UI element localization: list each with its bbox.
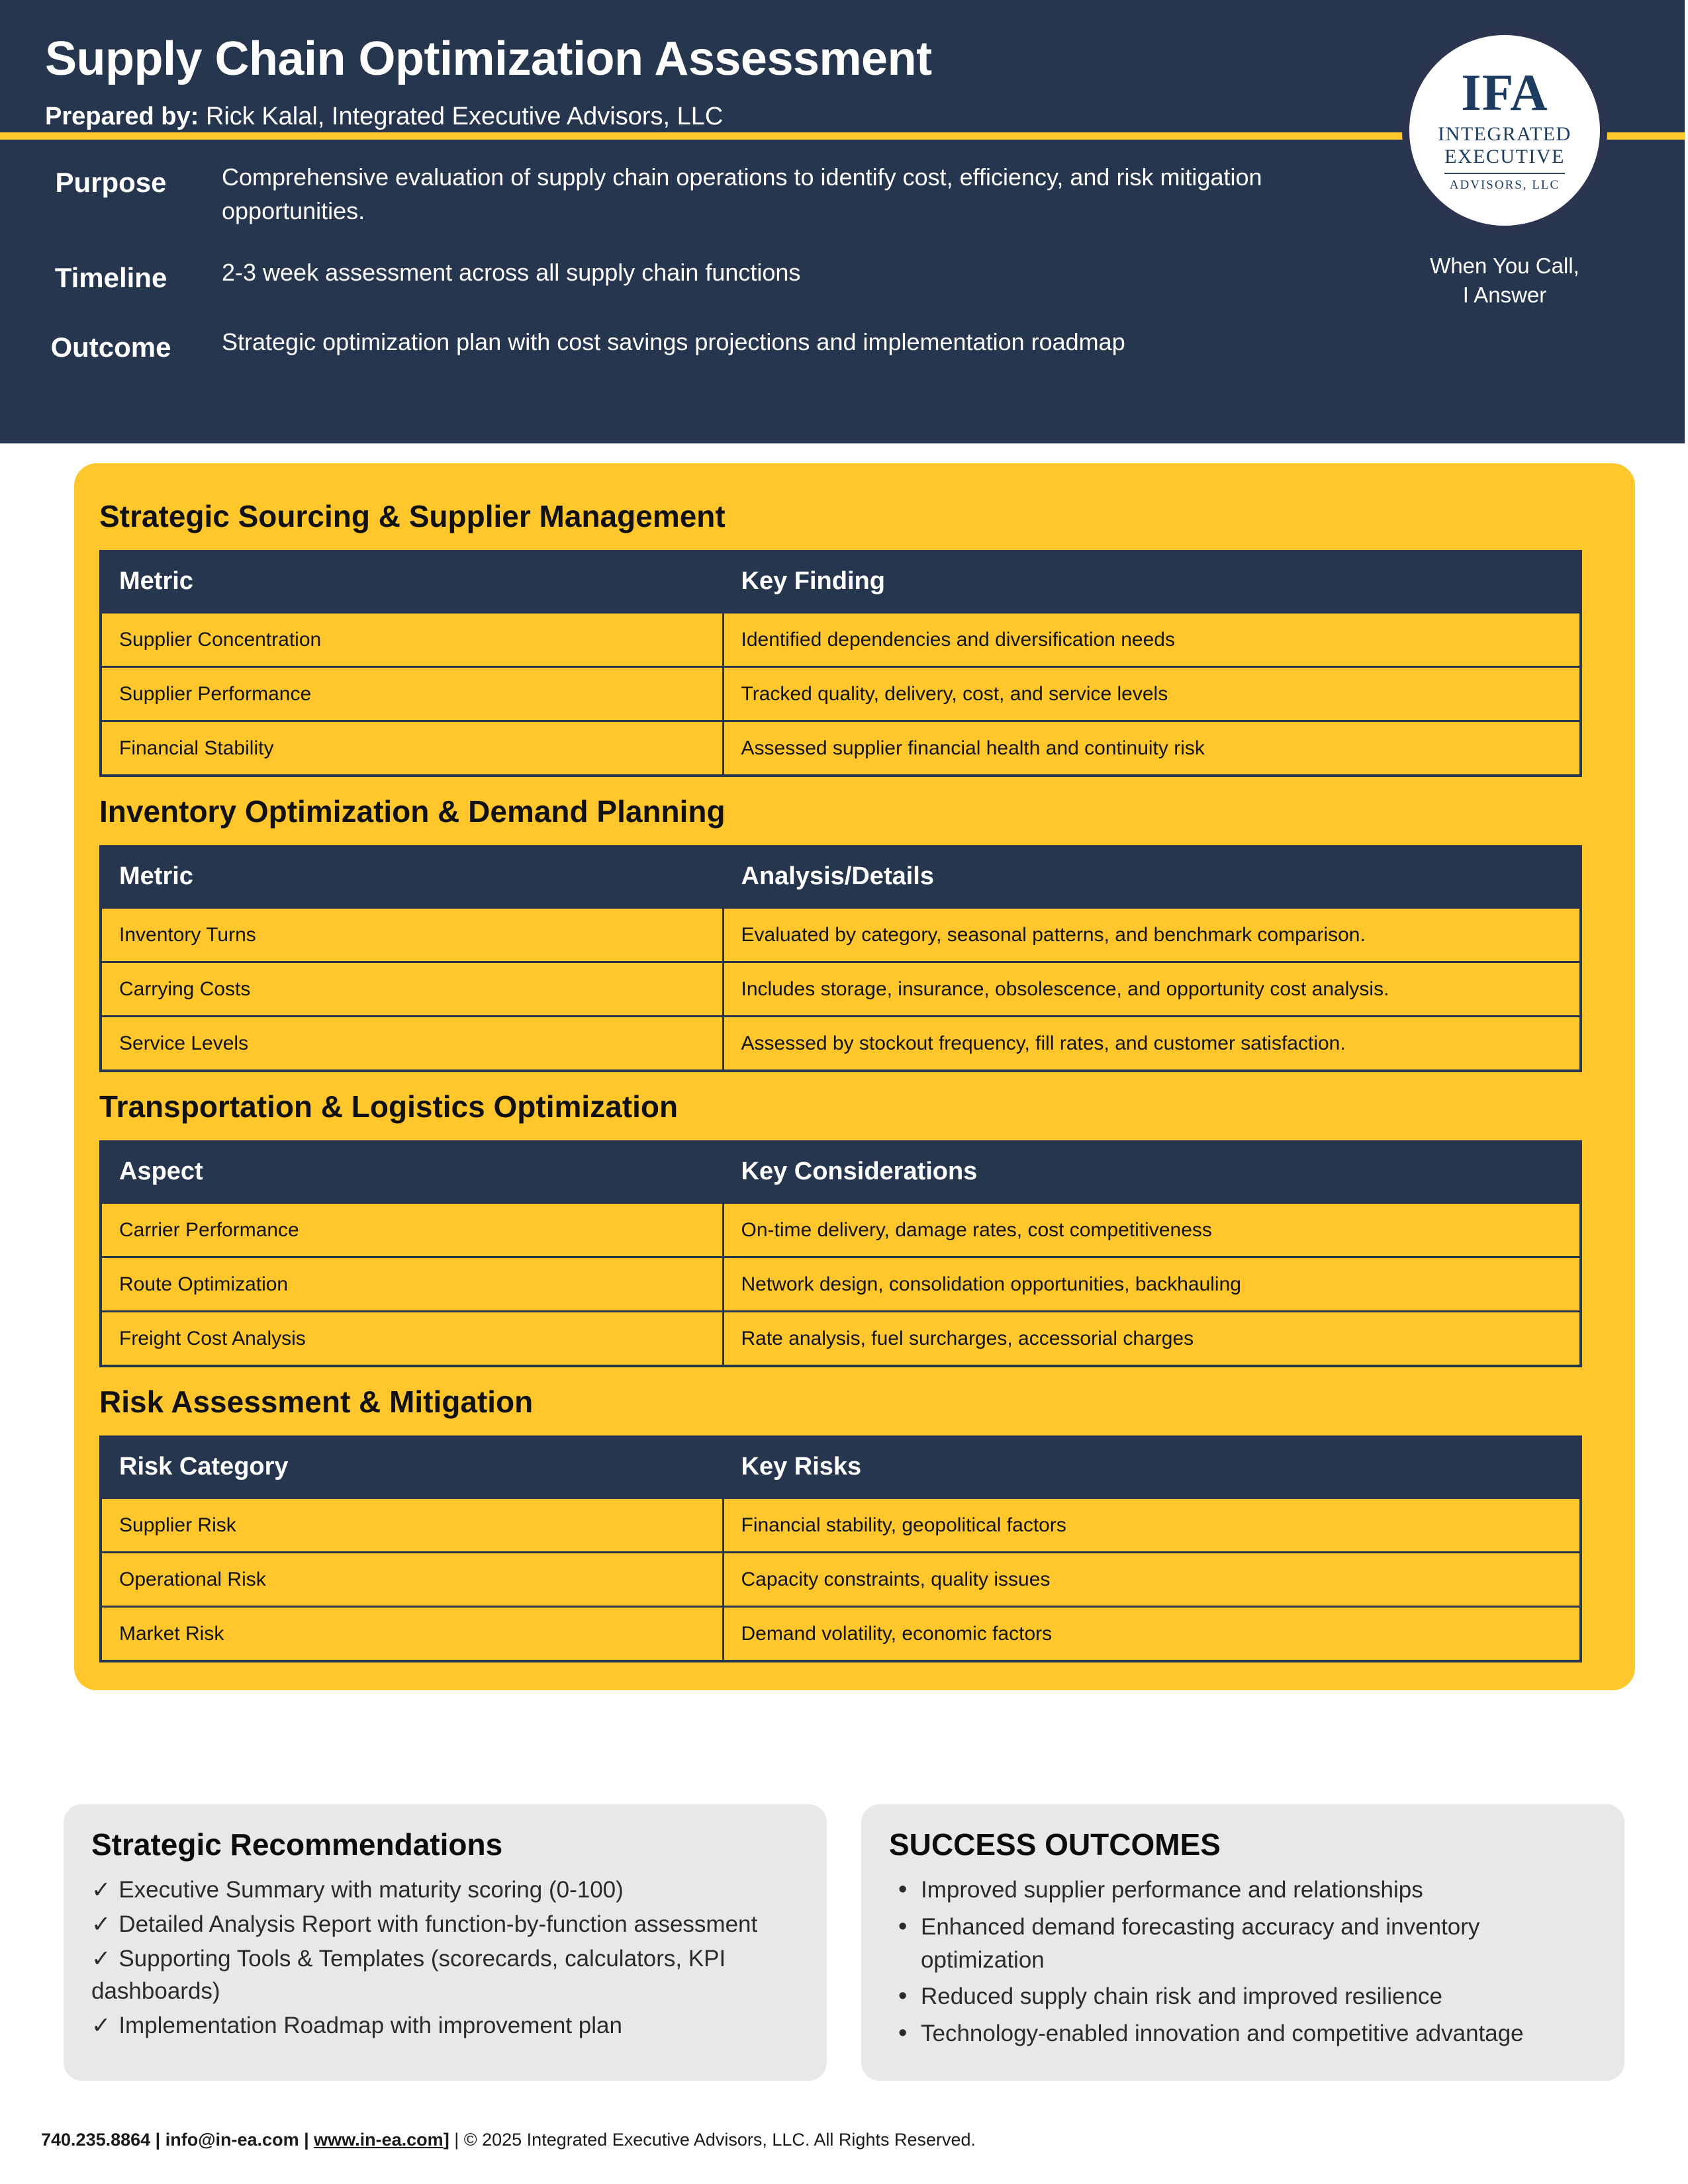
cell-metric: Carrying Costs xyxy=(101,962,723,1016)
list-item-label: Detailed Analysis Report with function-by-function assessment xyxy=(118,1911,758,1937)
footer-sep-2: | xyxy=(299,2130,314,2150)
logo-divider-line xyxy=(1444,173,1565,174)
table-row xyxy=(101,666,1581,721)
list-item xyxy=(91,1874,799,1907)
section-strategic-sourcing xyxy=(74,482,1635,777)
meta-row-timeline xyxy=(0,255,1390,294)
list-item-label: Implementation Roadmap with improvement plan xyxy=(118,2012,622,2038)
list-item: • Enhanced demand forecasting accuracy and inventory optimization xyxy=(889,1911,1597,1976)
cell-risk-category: Market Risk xyxy=(101,1606,723,1661)
outcomes-list xyxy=(889,1874,1597,2050)
meta-value-timeline: 2-3 week assessment across all supply chain functions xyxy=(222,259,801,287)
table-row xyxy=(101,1016,1581,1071)
logo-line-executive: EXECUTIVE xyxy=(1444,146,1565,168)
cell-key-risk: Capacity constraints, quality issues xyxy=(723,1552,1581,1606)
cell-metric: Service Levels xyxy=(101,1016,723,1071)
list-item-label: Supporting Tools & Templates (scorecards, calculators, KPI dashboards) xyxy=(91,1945,726,2005)
table-row xyxy=(101,1311,1581,1366)
footer-phone: 740.235.8864 xyxy=(41,2130,151,2150)
prepared-by-label: Prepared by: xyxy=(45,102,199,130)
cell-metric: Financial Stability xyxy=(101,721,723,776)
main-content-card xyxy=(74,463,1635,1690)
table-row xyxy=(101,1257,1581,1311)
table-row xyxy=(101,1498,1581,1552)
column-header-metric: Metric xyxy=(101,551,723,613)
cell-key-risk: Financial stability, geopolitical factors xyxy=(723,1498,1581,1552)
column-header-aspect: Aspect xyxy=(101,1142,723,1203)
check-icon: ✓ xyxy=(91,1877,111,1903)
column-header-key-considerations: Key Considerations xyxy=(723,1142,1581,1203)
footer-contact-bar xyxy=(41,2130,1630,2150)
company-logo xyxy=(1402,28,1607,309)
bottom-panels xyxy=(0,1804,1688,2081)
list-item: • Reduced supply chain risk and improved resilience xyxy=(889,1980,1597,2013)
check-icon: ✓ xyxy=(91,1945,111,1972)
page-title: Supply Chain Optimization Assessment xyxy=(45,32,932,85)
cell-consideration: Rate analysis, fuel surcharges, accessorial charges xyxy=(723,1311,1581,1366)
table-row xyxy=(101,612,1581,666)
cell-analysis: Evaluated by category, seasonal patterns, and benchmark comparison. xyxy=(723,907,1581,962)
meta-label-outcome: Outcome xyxy=(50,331,171,363)
cell-metric: Supplier Performance xyxy=(101,666,723,721)
table-header-row xyxy=(101,551,1581,613)
cell-analysis: Includes storage, insurance, obsolescence, and opportunity cost analysis. xyxy=(723,962,1581,1016)
section-title: Inventory Optimization & Demand Planning xyxy=(99,794,726,829)
meta-value-purpose: Comprehensive evaluation of supply chain operations to identify cost, efficiency, and risk mitigation opportunities. xyxy=(222,163,1262,225)
cell-aspect: Freight Cost Analysis xyxy=(101,1311,723,1366)
meta-row-outcome xyxy=(0,325,1390,363)
cell-key-risk: Demand volatility, economic factors xyxy=(723,1606,1581,1661)
footer-copyright: © 2025 Integrated Executive Advisors, LLC. All Rights Reserved. xyxy=(463,2130,976,2150)
column-header-key-risks: Key Risks xyxy=(723,1437,1581,1498)
prepared-by-value: Rick Kalal, Integrated Executive Advisors, LLC xyxy=(205,102,724,130)
cell-aspect: Route Optimization xyxy=(101,1257,723,1311)
cell-finding: Assessed supplier financial health and continuity risk xyxy=(723,721,1581,776)
panel-title: SUCCESS OUTCOMES xyxy=(889,1827,1221,1862)
meta-label-timeline: Timeline xyxy=(54,262,167,294)
recommendations-list xyxy=(91,1874,799,2042)
table-header-row xyxy=(101,846,1581,908)
risk-table xyxy=(99,1435,1582,1662)
logo-line-advisors: ADVISORS, LLC xyxy=(1449,177,1560,192)
table-header-row xyxy=(101,1142,1581,1203)
column-header-key-finding: Key Finding xyxy=(723,551,1581,613)
meta-value-outcome: Strategic optimization plan with cost savings projections and implementation roadmap xyxy=(222,328,1125,355)
table-row xyxy=(101,907,1581,962)
column-header-risk-category: Risk Category xyxy=(101,1437,723,1498)
logo-monogram: IFA xyxy=(1461,64,1548,122)
check-icon: ✓ xyxy=(91,1911,111,1937)
table-row xyxy=(101,1203,1581,1257)
table-row xyxy=(101,1552,1581,1606)
table-row xyxy=(101,721,1581,776)
list-item-label: Executive Summary with maturity scoring (0-100) xyxy=(118,1877,624,1903)
list-item xyxy=(91,1942,799,2008)
section-inventory-optimization xyxy=(74,777,1635,1072)
list-item xyxy=(91,2009,799,2042)
list-item xyxy=(91,1908,799,1941)
column-header-metric: Metric xyxy=(101,846,723,908)
header-band xyxy=(0,0,1685,443)
panel-success-outcomes xyxy=(861,1804,1624,2081)
cell-risk-category: Operational Risk xyxy=(101,1552,723,1606)
footer-email[interactable]: info@in-ea.com xyxy=(165,2130,299,2150)
cell-risk-category: Supplier Risk xyxy=(101,1498,723,1552)
cell-finding: Identified dependencies and diversification needs xyxy=(723,612,1581,666)
meta-row-purpose xyxy=(0,160,1390,228)
table-row xyxy=(101,1606,1581,1661)
cell-consideration: Network design, consolidation opportunities, backhauling xyxy=(723,1257,1581,1311)
meta-label-purpose: Purpose xyxy=(55,167,167,198)
section-title: Strategic Sourcing & Supplier Management xyxy=(99,499,726,533)
inventory-table xyxy=(99,845,1582,1072)
section-risk-assessment xyxy=(74,1367,1635,1662)
section-transportation-logistics xyxy=(74,1072,1635,1367)
cell-consideration: On-time delivery, damage rates, cost competitiveness xyxy=(723,1203,1581,1257)
cell-aspect: Carrier Performance xyxy=(101,1203,723,1257)
column-header-analysis-details: Analysis/Details xyxy=(723,846,1581,908)
list-item: • Improved supplier performance and relationships xyxy=(889,1874,1597,1907)
section-title: Transportation & Logistics Optimization xyxy=(99,1089,679,1124)
footer-sep-3: | xyxy=(449,2130,464,2150)
check-icon: ✓ xyxy=(91,2012,111,2038)
footer-website-link[interactable]: www.in-ea.com xyxy=(314,2130,444,2150)
table-header-row xyxy=(101,1437,1581,1498)
list-item: • Technology-enabled innovation and competitive advantage xyxy=(889,2017,1597,2050)
cell-finding: Tracked quality, delivery, cost, and service levels xyxy=(723,666,1581,721)
transportation-table xyxy=(99,1140,1582,1367)
panel-strategic-recommendations xyxy=(64,1804,827,2081)
logo-circle-badge xyxy=(1402,28,1607,233)
cell-analysis: Assessed by stockout frequency, fill rates, and customer satisfaction. xyxy=(723,1016,1581,1071)
footer-stray-bracket: ] xyxy=(443,2130,449,2150)
sourcing-table xyxy=(99,550,1582,777)
footer-sep-1: | xyxy=(150,2130,165,2150)
section-title: Risk Assessment & Mitigation xyxy=(99,1384,534,1419)
panel-title: Strategic Recommendations xyxy=(91,1827,503,1862)
logo-tagline: When You Call, I Answer xyxy=(1430,253,1579,307)
header-meta-table xyxy=(0,144,1390,363)
cell-metric: Supplier Concentration xyxy=(101,612,723,666)
logo-line-integrated: INTEGRATED xyxy=(1438,123,1571,146)
table-row xyxy=(101,962,1581,1016)
cell-metric: Inventory Turns xyxy=(101,907,723,962)
